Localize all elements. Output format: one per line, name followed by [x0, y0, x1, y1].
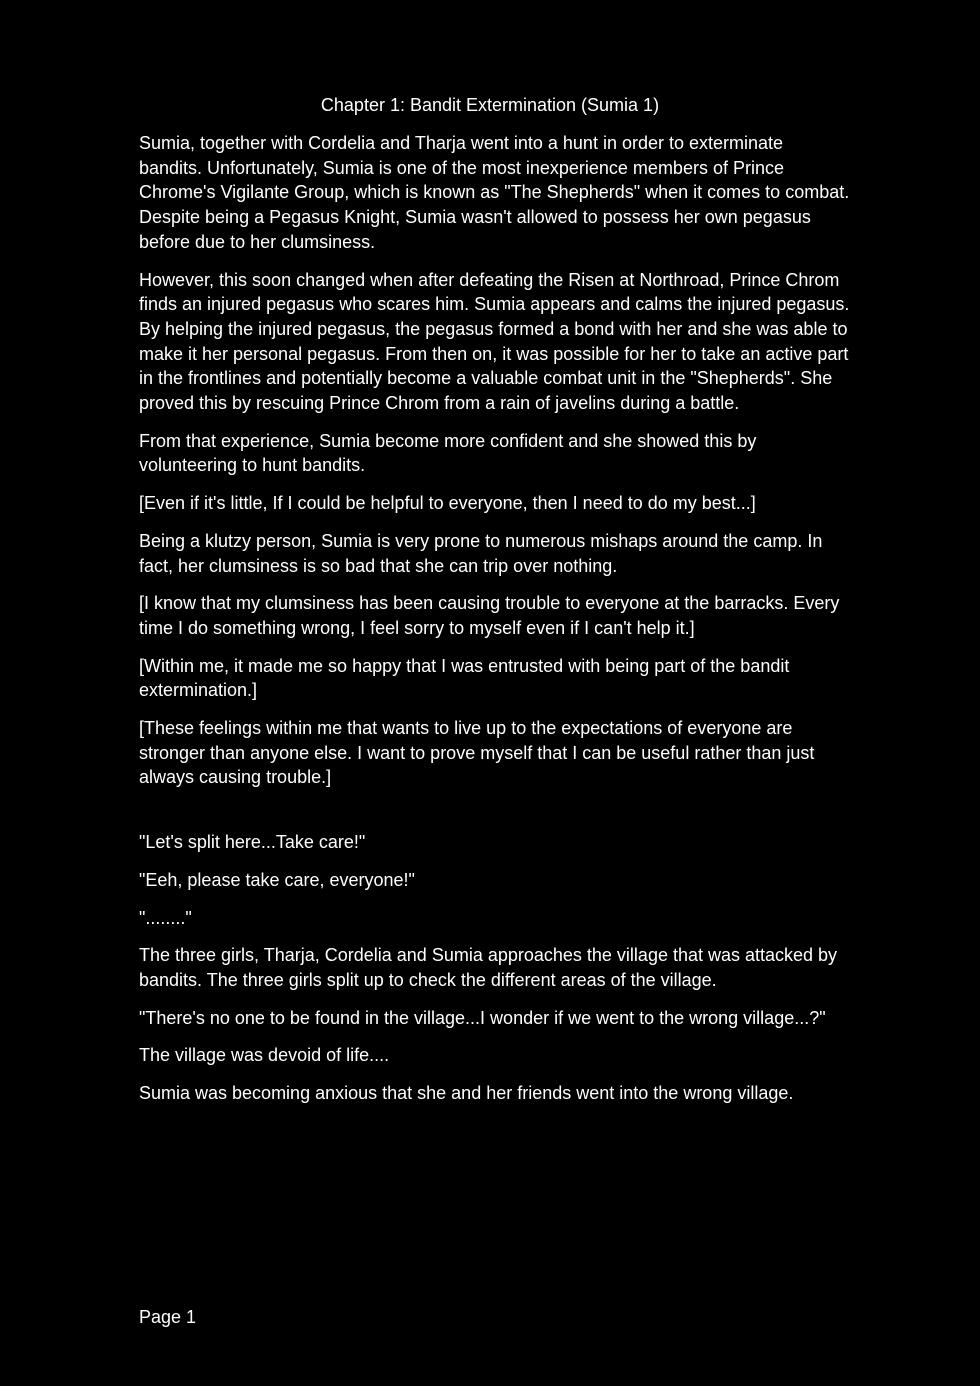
- chapter-title: Chapter 1: Bandit Extermination (Sumia 1): [320, 95, 660, 115]
- paragraph-devoid-of-life: The village was devoid of life....: [139, 1045, 390, 1066]
- paragraph-thought-clumsiness: [I know that my clumsiness has been causing trouble to everyone at the barracks. Every time I do something wrong, I feel sorry to myself even if I can't help it.]: [139, 593, 840, 638]
- document-body: [139, 131, 851, 1119]
- paragraph-thought-entrusted: [Within me, it made me so happy that I was entrusted with being part of the bandit extermination.]: [139, 655, 790, 701]
- paragraph-intro: Sumia, together with Cordelia and Tharja went into a hunt in order to exterminate bandits. Unfortunately, Sumia is one of the most inexperience members of Prince Chrome's Vigilante Group, which is known as "The Shepherds" when it comes to combat. Despite being a Pegasus Knight, Sumia wasn't allowed to possess her own pegasus before due to her clumsiness.: [139, 133, 850, 252]
- paragraph-village-approach: The three girls, Tharja, Cordelia and Sumia approaches the village that was attacked by bandits. The three girls split up to check the different areas of the village.: [139, 945, 838, 990]
- page-number: Page 1: [139, 1307, 197, 1327]
- paragraph-dialogue-silence: "........": [139, 907, 192, 928]
- paragraph-dialogue-wrong-village: "There's no one to be found in the village...I wonder if we went to the wrong village...?": [139, 1007, 826, 1028]
- paragraph-anxious: Sumia was becoming anxious that she and her friends went into the wrong village.: [139, 1083, 794, 1104]
- paragraph-dialogue-split: "Let's split here...Take care!": [139, 832, 366, 853]
- paragraph-klutzy: Being a klutzy person, Sumia is very prone to numerous mishaps around the camp. In fact, her clumsiness is so bad that she can trip over nothing.: [139, 530, 823, 576]
- paragraph-thought-expectations: [These feelings within me that wants to live up to the expectations of everyone are stronger than anyone else. I want to prove myself that I can be useful rather than just always causing trouble.]: [139, 718, 815, 788]
- paragraph-dialogue-take-care: "Eeh, please take care, everyone!": [139, 869, 415, 890]
- paragraph-thought-helpful: [Even if it's little, If I could be helpful to everyone, then I need to do my best...]: [139, 493, 756, 514]
- paragraph-northroad: However, this soon changed when after defeating the Risen at Northroad, Prince Chrom finds an injured pegasus who scares him. Sumia appears and calms the injured pegasus. By helping the injured pegasus, the pegasus formed a bond with her and she was able to make it her personal pegasus. From then on, it was possible for her to take an active part in the frontlines and potentially become a valuable combat unit in the "Shepherds". She proved this by rescuing Prince Chrom from a rain of javelins during a battle.: [139, 269, 850, 414]
- paragraph-confidence: From that experience, Sumia become more confident and she showed this by volunteering to hunt bandits.: [139, 430, 757, 476]
